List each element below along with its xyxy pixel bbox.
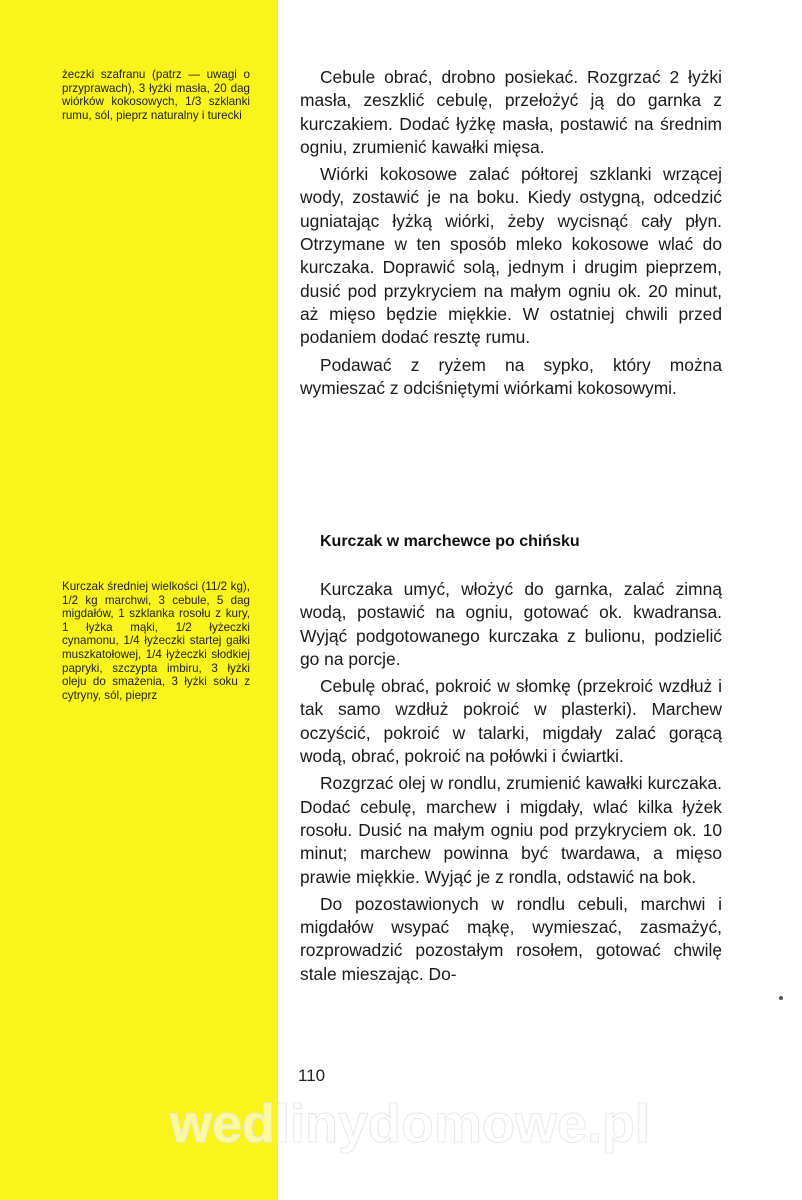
recipe-heading: Kurczak w marchewce po chińsku: [320, 533, 580, 550]
watermark: [80, 1090, 740, 1170]
page-number: 110: [298, 1066, 326, 1085]
paragraph: Rozgrzać olej w rondlu, zrumienić kawałki kurczaka. Dodać cebulę, marchew i migdały, wlać kilka łyżek rosołu. Dusić na małym ogniu pod przykryciem ok. 10 minut; marchew powinna być twardawa, a mięso prawie miękkie. Wyjąć je z rondla, odstawić na bok.: [300, 773, 722, 887]
paragraph: Wiórki kokosowe zalać półtorej szklanki wrzącej wody, zostawić je na boku. Kiedy ostygną, odcedzić ugniatając łyżką wiórki, żeby wycisnąć cały płyn. Otrzymane w ten sposób mleko kokosowe wlać do kurczaka. Doprawić solą, jednym i drugim pieprzem, dusić pod przykryciem na małym ogniu ok. 20 minut, aż mięso będzie miękkie. W ostatniej chwili przed podaniem dodać resztę rumu.: [300, 164, 722, 348]
paragraph: Cebulę obrać, pokroić w słomkę (przekroić wzdłuż i tak samo wzdłuż pokroić w plasterki). Marchew oczyścić, pokroić w talarki, migdały zalać gorącą wodą, obrać, pokroić na połówki i ćwiartki.: [300, 676, 722, 767]
paragraph: Kurczaka umyć, włożyć do garnka, zalać zimną wodą, postawić na ogniu, gotować ok. kwadransa. Wyjąć podgotowanego kurczaka z bulionu, podzielić go na porcje.: [300, 579, 722, 669]
paragraph: Podawać z ryżem na sypko, który można wymieszać z odciśniętymi wiórkami kokosowymi.: [300, 354, 722, 398]
paragraph: Cebule obrać, drobno posiekać. Rozgrzać 2 łyżki masła, zeszklić cebulę, przełożyć ją do garnka z kurczakiem. Dodać łyżkę masła, postawić na średnim ogniu, zrumienić kawałki mięsa.: [300, 67, 722, 157]
recipe-text-1: [300, 66, 722, 404]
recipe-text-2: [300, 578, 722, 990]
watermark-text: wedlinydomowe.pl: [169, 1094, 651, 1154]
ingredients-list-1: żeczki szafranu (patrz — uwagi o przyprawach), 3 łyżki masła, 20 dag wiórków kokosowych, 1/3 szklanki rumu, sól, pieprz naturalny i turecki: [62, 68, 250, 122]
ingredients-list-2: Kurczak średniej wielkości (11/2 kg), 1/2 kg marchwi, 3 cebule, 5 dag migdałów, 1 szklanka rosołu z kury, 1 łyżka mąki, 1/2 łyżeczki cynamonu, 1/4 łyżeczki startej gałki muszkatołowej, 1/4 łyżeczki słodkiej papryki, szczypta imbiru, 3 łyżki oleju do smażenia, 3 łyżki soku z cytryny, sól, pieprz: [62, 580, 250, 702]
paragraph: Do pozostawionych w rondlu cebuli, marchwi i migdałów wsypać mąkę, wymieszać, zasmażyć, rozprowadzić pozostałym rosołem, gotować chwilę stale mieszając. Do-: [300, 893, 722, 984]
speck: [779, 996, 783, 1000]
